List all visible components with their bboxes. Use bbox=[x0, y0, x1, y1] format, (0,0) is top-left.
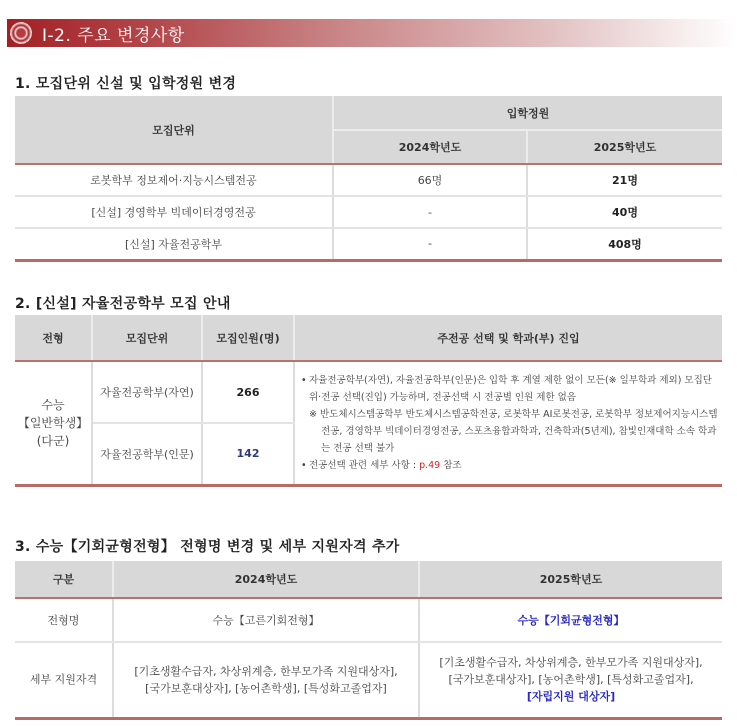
header-quota: 입학정원 bbox=[333, 96, 722, 130]
note-bullet: • 자율전공학부(자연), 자율전공학부(인문)은 입학 후 계열 제한 없이 모든(※ 일부학과 제외) 모집단위·전공 선택(진입) 가능하며, 전공선택 시 전공별 인원 제한 없음 bbox=[301, 372, 718, 406]
table-row bbox=[15, 361, 722, 423]
header-entry: 주전공 선택 및 학과(부) 진입 bbox=[294, 315, 722, 361]
section3-title: 3. 수능【기회균형전형】 전형명 변경 및 세부 지원자격 추가 bbox=[15, 539, 400, 555]
row-label: 세부 지원자격 bbox=[15, 642, 113, 718]
banner-title: Ⅰ-2. 주요 변경사항 bbox=[42, 25, 185, 46]
entry-notes-cell bbox=[294, 361, 722, 485]
header-2025: 2025학년도 bbox=[527, 130, 722, 164]
eligibility-new-line: [자립지원 대상자] bbox=[526, 690, 616, 704]
header-type: 전형 bbox=[15, 315, 92, 361]
count-cell: 266 bbox=[202, 361, 294, 423]
eligibility-line: [국가보훈대상자], [농어촌학생], [특성화고졸업자] bbox=[145, 681, 387, 695]
section1-title: 1. 모집단위 신설 및 입학정원 변경 bbox=[15, 76, 237, 92]
eligibility-line: [기초생활수급자, 차상위계층, 한부모가족 지원대상자], bbox=[439, 656, 703, 670]
table-row bbox=[15, 164, 722, 196]
type-line: 수능 bbox=[41, 397, 65, 412]
header-unit: 모집단위 bbox=[92, 315, 202, 361]
header-unit: 모집단위 bbox=[15, 96, 333, 164]
university-emblem-icon bbox=[10, 22, 32, 44]
table-row bbox=[15, 196, 722, 228]
quota-2025-cell: 21명 bbox=[527, 164, 722, 196]
header-2025: 2025학년도 bbox=[419, 561, 722, 598]
count-cell: 142 bbox=[202, 423, 294, 485]
table-row bbox=[15, 598, 722, 642]
eligibility-2025-cell bbox=[419, 642, 722, 718]
admission-type-cell bbox=[15, 361, 92, 485]
note-text: 참조 bbox=[440, 459, 462, 471]
quota-2024-cell: - bbox=[333, 228, 527, 260]
name-2025-cell: 수능【기회균형전형】 bbox=[419, 598, 722, 642]
page-reference-link: p.49 bbox=[419, 459, 441, 471]
section-banner bbox=[7, 19, 737, 47]
self-design-major-table bbox=[15, 315, 722, 487]
table-row bbox=[15, 228, 722, 260]
quota-change-table bbox=[15, 96, 722, 262]
quota-2024-cell: - bbox=[333, 196, 527, 228]
table-row bbox=[15, 642, 722, 718]
unit-cell: [신설] 경영학부 빅데이터경영전공 bbox=[15, 196, 333, 228]
note-bullet bbox=[301, 457, 718, 474]
unit-cell: [신설] 자율전공학부 bbox=[15, 228, 333, 260]
unit-cell: 로봇학부 정보제어·지능시스템전공 bbox=[15, 164, 333, 196]
unit-cell: 자율전공학부(자연) bbox=[92, 361, 202, 423]
eligibility-2024-cell bbox=[113, 642, 419, 718]
name-2024-cell: 수능【고른기회전형】 bbox=[113, 598, 419, 642]
header-2024: 2024학년도 bbox=[333, 130, 527, 164]
eligibility-line: [기초생활수급자, 차상위계층, 한부모가족 지원대상자], bbox=[134, 664, 398, 678]
header-category: 구분 bbox=[15, 561, 113, 598]
section2-title: 2. [신설] 자율전공학부 모집 안내 bbox=[15, 296, 231, 312]
quota-2024-cell: 66명 bbox=[333, 164, 527, 196]
row-label: 전형명 bbox=[15, 598, 113, 642]
opportunity-balance-table bbox=[15, 561, 722, 720]
unit-cell: 자율전공학부(인문) bbox=[92, 423, 202, 485]
note-text: 전공선택 관련 세부 사항 : bbox=[309, 459, 420, 471]
quota-2025-cell: 408명 bbox=[527, 228, 722, 260]
header-2024: 2024학년도 bbox=[113, 561, 419, 598]
note-reference: ※ 반도체시스템공학부 반도체시스템공학전공, 로봇학부 AI로봇전공, 로봇학부 정보제어지능시스템전공, 경영학부 빅데이터경영전공, 스포츠융합과학과, 건축학과(5년제), 참빛인재대학 소속 학과는 전공 선택 불가 bbox=[309, 408, 718, 454]
eligibility-line: [국가보훈대상자], [농어촌학생], [특성화고졸업자], bbox=[448, 673, 694, 687]
type-line: (다군) bbox=[36, 433, 70, 448]
type-line: 【일반학생】 bbox=[17, 415, 89, 430]
header-count: 모집인원(명) bbox=[202, 315, 294, 361]
quota-2025-cell: 40명 bbox=[527, 196, 722, 228]
